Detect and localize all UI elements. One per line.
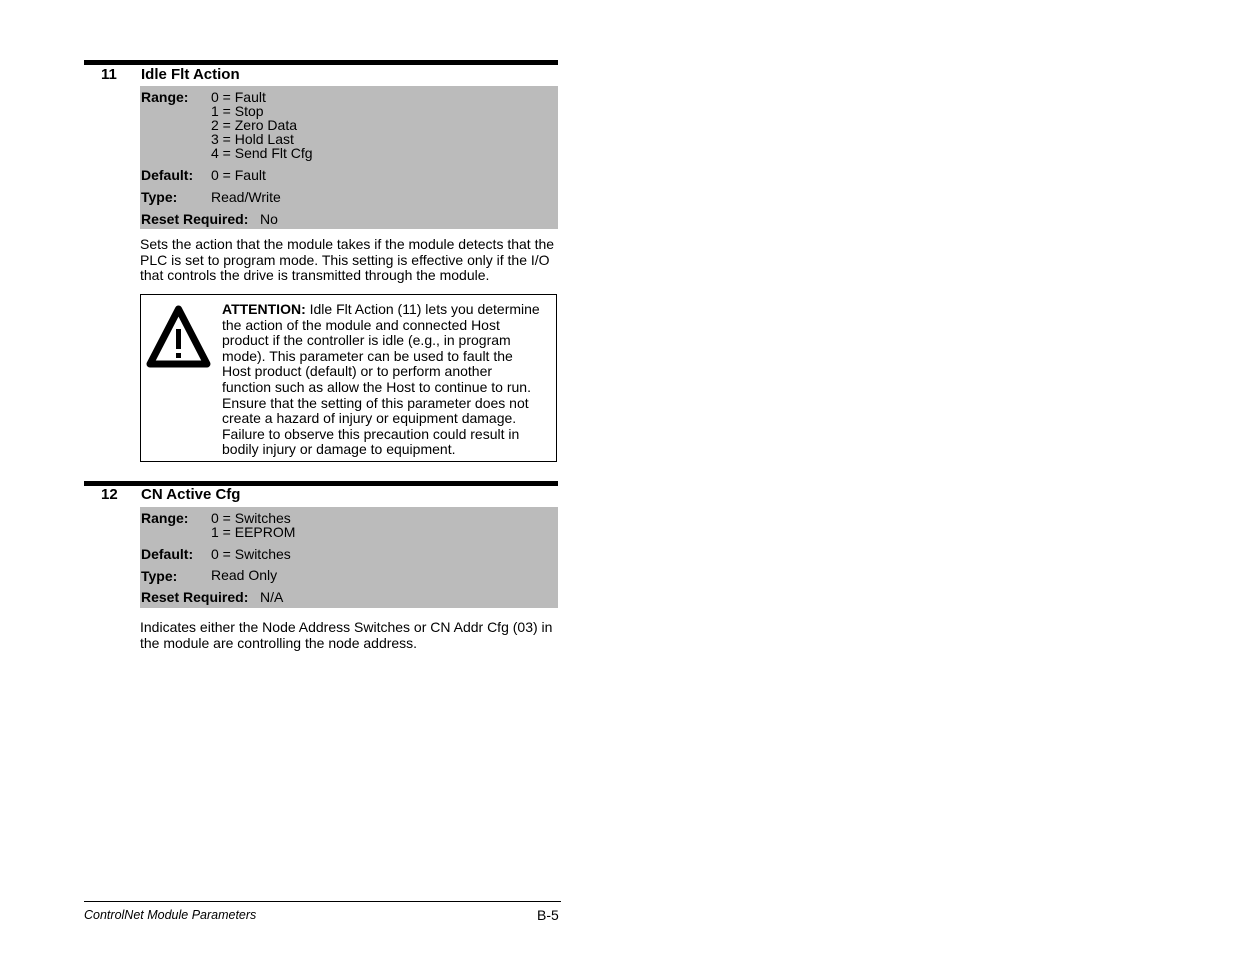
page-number: B-5 — [537, 907, 559, 923]
param-12-range-1: 1 = EEPROM — [211, 524, 296, 540]
param-12-range-0: 0 = Switches — [211, 510, 291, 526]
param-11-range-2: 2 = Zero Data — [211, 117, 297, 133]
footer-title: ControlNet Module Parameters — [84, 908, 257, 922]
param-11-number: 11 — [101, 66, 117, 83]
attention-text — [222, 302, 540, 458]
param-12-description: Indicates either the Node Address Switches or CN Addr Cfg (03) in the module are controlling the node address. — [140, 619, 553, 651]
param-11-reset-value: No — [260, 211, 278, 227]
param-11-description: Sets the action that the module takes if the module detects that the PLC is set to program mode. This setting is effective only if the I/O that controls the drive is transmitted through the module. — [140, 236, 555, 283]
param-11-rule — [84, 60, 558, 65]
param-11-default-value: 0 = Fault — [211, 167, 266, 183]
param-11-type-value: Read/Write — [211, 189, 281, 205]
param-11-range-0: 0 = Fault — [211, 89, 266, 105]
attention-body: Idle Flt Action (11) lets you determine the action of the module and connected Host product if the controller is idle (e.g., in program mode). This parameter can be used to fault the Host product (default) or to perform another function such as allow the Host to continue to run. Ensure that the setting of this parameter does not create a hazard of injury or equipment damage. Failure to observe this precaution could result in bodily injury or damage to equipment. — [222, 301, 540, 458]
param-11-reset-label: Reset Required: — [141, 211, 249, 227]
param-11-range-1: 1 = Stop — [211, 103, 264, 119]
param-11-range-3: 3 = Hold Last — [211, 131, 294, 147]
param-11-spec-box — [140, 86, 558, 229]
param-12-type-value: Read Only — [211, 567, 278, 583]
param-12-type-label: Type: — [141, 568, 178, 584]
param-12-default-label: Default: — [141, 546, 194, 562]
param-12-reset-label: Reset Required: — [141, 589, 249, 605]
param-12-name: CN Active Cfg — [141, 486, 241, 503]
param-12-range-label: Range: — [141, 510, 189, 526]
param-12-reset-value: N/A — [260, 589, 284, 605]
param-12-default-value: 0 = Switches — [211, 546, 291, 562]
param-11-type-label: Type: — [141, 189, 178, 205]
param-11-name: Idle Flt Action — [141, 66, 240, 83]
param-11-default-label: Default: — [141, 167, 194, 183]
footer-rule — [84, 901, 561, 902]
param-12-number: 12 — [101, 486, 118, 503]
param-11-range-label: Range: — [141, 89, 189, 105]
warning-triangle-icon — [145, 303, 212, 371]
attention-label: ATTENTION: — [222, 301, 306, 317]
param-11-range-4: 4 = Send Flt Cfg — [211, 145, 313, 161]
